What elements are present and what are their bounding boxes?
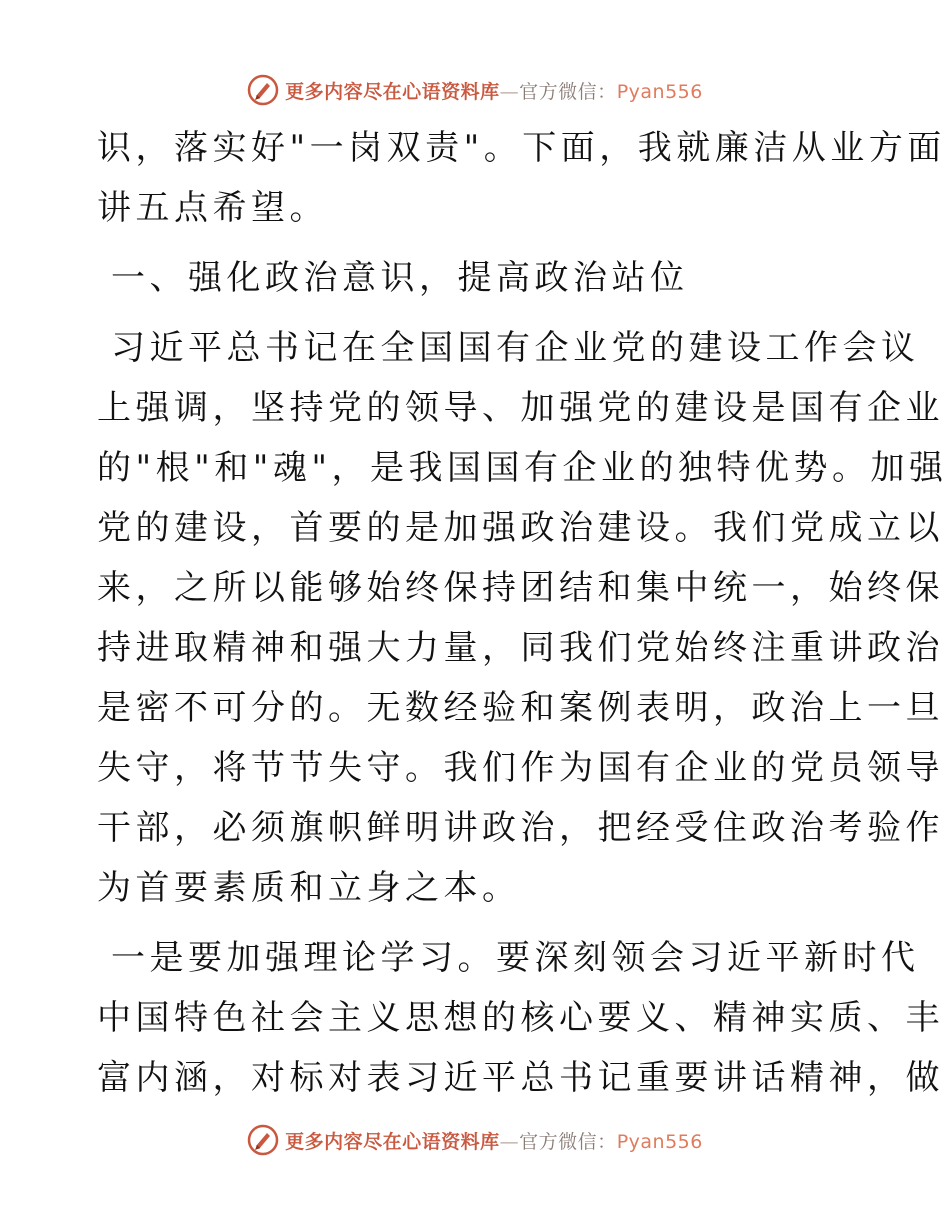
watermark-label: 官方微信： [519, 1130, 617, 1153]
section-heading: 一、强化政治意识，提高政治站位 [111, 258, 689, 298]
text-line: 干部，必须旗帜鲜明讲政治，把经受住政治考验作 [97, 808, 944, 848]
watermark-separator: — [499, 1130, 520, 1153]
text-line: 一是要加强理论学习。要深刻领会习近平新时代 [111, 938, 920, 978]
watermark-label: 官方微信： [519, 80, 617, 103]
text-line: 的"根"和"魂"，是我国国有企业的独特优势。加强 [97, 448, 948, 488]
watermark-id: Pyan556 [616, 1130, 703, 1153]
text-line: 失守，将节节失守。我们作为国有企业的党员领导 [97, 748, 944, 788]
book-pen-logo-icon [247, 1124, 279, 1156]
watermark-separator: — [499, 80, 520, 103]
text-line: 上强调，坚持党的领导、加强党的建设是国有企业 [97, 388, 944, 428]
text-line: 中国特色社会主义思想的核心要义、精神实质、丰 [97, 998, 944, 1038]
text-line: 是密不可分的。无数经验和案例表明，政治上一旦 [97, 688, 944, 728]
text-line: 识，落实好"一岗双责"。下面，我就廉洁从业方面 [97, 128, 946, 168]
text-line: 富内涵，对标对表习近平总书记重要讲话精神，做 [97, 1058, 944, 1098]
document-body [97, 118, 948, 1108]
watermark-brand: 更多内容尽在心语资料库 [285, 1130, 500, 1153]
text-line: 持进取精神和强大力量，同我们党始终注重讲政治 [97, 628, 944, 668]
header-watermark [0, 70, 950, 110]
text-line: 习近平总书记在全国国有企业党的建设工作会议 [111, 328, 920, 368]
watermark-text [285, 77, 703, 104]
watermark-id: Pyan556 [616, 80, 703, 103]
watermark-brand: 更多内容尽在心语资料库 [285, 80, 500, 103]
watermark-text [285, 1127, 703, 1154]
text-line: 来，之所以能够始终保持团结和集中统一，始终保 [97, 568, 944, 608]
footer-watermark [0, 1120, 950, 1160]
text-line: 党的建设，首要的是加强政治建设。我们党成立以 [97, 508, 944, 548]
book-pen-logo-icon [247, 74, 279, 106]
text-line: 为首要素质和立身之本。 [97, 868, 521, 908]
text-line: 讲五点希望。 [97, 188, 328, 228]
